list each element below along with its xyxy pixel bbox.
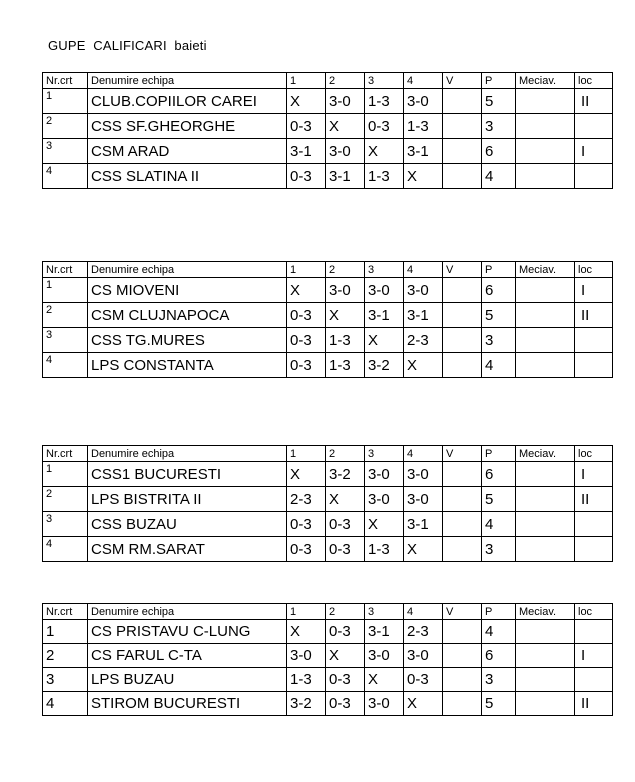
points: 4 [482,164,516,189]
table-row [43,487,613,512]
team-name: CS PRISTAVU C-LUNG [88,620,287,644]
result-3: 3-0 [365,462,404,487]
header-col-3: 3 [365,604,404,620]
result-1: 0-3 [287,537,326,562]
result-3: X [365,512,404,537]
points: 5 [482,692,516,716]
place: II [575,487,613,512]
points: 5 [482,303,516,328]
result-3: 0-3 [365,114,404,139]
result-4: 3-1 [404,303,443,328]
points: 3 [482,668,516,692]
victories [443,353,482,378]
result-1: 3-0 [287,644,326,668]
result-2: 3-0 [326,89,365,114]
table-row [43,644,613,668]
place: I [575,644,613,668]
result-1: 0-3 [287,164,326,189]
result-3: 3-2 [365,353,404,378]
result-4: 3-0 [404,278,443,303]
result-3: 1-3 [365,89,404,114]
result-2: X [326,487,365,512]
victories [443,620,482,644]
team-name: LPS BISTRITA II [88,487,287,512]
team-name: CS FARUL C-TA [88,644,287,668]
result-2: 0-3 [326,512,365,537]
result-4: X [404,692,443,716]
meciav [516,537,575,562]
header-col-1: 1 [287,262,326,278]
header-nr: Nr.crt [43,73,88,89]
header-v: V [443,73,482,89]
result-2: 3-1 [326,164,365,189]
row-nr: 1 [43,620,88,644]
group-table-4 [42,603,613,716]
group-table-1 [42,72,613,189]
table-header-row [43,604,613,620]
header-loc: loc [575,604,613,620]
result-3: 3-0 [365,692,404,716]
table-row [43,692,613,716]
page-title: GUPE CALIFICARI baieti [48,38,207,53]
victories [443,164,482,189]
row-nr: 3 [43,668,88,692]
header-col-1: 1 [287,73,326,89]
header-team: Denumire echipa [88,446,287,462]
points: 6 [482,139,516,164]
place: I [575,278,613,303]
table-row [43,512,613,537]
place [575,164,613,189]
meciav [516,692,575,716]
row-nr: 2 [43,644,88,668]
table-row [43,537,613,562]
result-3: 3-0 [365,487,404,512]
result-2: X [326,303,365,328]
table-row [43,139,613,164]
result-4: 3-0 [404,644,443,668]
victories [443,644,482,668]
group-table-2 [42,261,613,378]
result-4: X [404,537,443,562]
table-row [43,328,613,353]
place: I [575,139,613,164]
place: I [575,462,613,487]
result-4: 3-0 [404,89,443,114]
meciav [516,487,575,512]
table-row [43,89,613,114]
place [575,620,613,644]
team-name: CSS SLATINA II [88,164,287,189]
team-name: CSS TG.MURES [88,328,287,353]
team-name: LPS CONSTANTA [88,353,287,378]
result-4: 3-0 [404,462,443,487]
header-col-2: 2 [326,73,365,89]
victories [443,278,482,303]
header-loc: loc [575,262,613,278]
place [575,114,613,139]
result-4: 3-1 [404,139,443,164]
team-name: CSS1 BUCURESTI [88,462,287,487]
table-row [43,303,613,328]
header-meciav: Meciav. [516,73,575,89]
points: 4 [482,512,516,537]
row-nr: 3 [43,139,88,164]
result-1: 3-2 [287,692,326,716]
place [575,512,613,537]
victories [443,487,482,512]
table-header-row [43,73,613,89]
header-nr: Nr.crt [43,446,88,462]
points: 6 [482,278,516,303]
result-3: 3-0 [365,278,404,303]
header-col-3: 3 [365,73,404,89]
result-1: 0-3 [287,512,326,537]
victories [443,328,482,353]
result-1: 2-3 [287,487,326,512]
victories [443,462,482,487]
header-col-1: 1 [287,446,326,462]
meciav [516,89,575,114]
team-name: CSM ARAD [88,139,287,164]
result-2: X [326,644,365,668]
victories [443,668,482,692]
header-meciav: Meciav. [516,262,575,278]
header-nr: Nr.crt [43,604,88,620]
header-col-2: 2 [326,604,365,620]
team-name: CS MIOVENI [88,278,287,303]
result-4: X [404,353,443,378]
meciav [516,164,575,189]
group-table-3 [42,445,613,562]
row-nr: 4 [43,164,88,189]
result-1: 1-3 [287,668,326,692]
team-name: CSM RM.SARAT [88,537,287,562]
table-row [43,353,613,378]
table-header-row [43,262,613,278]
header-p: P [482,262,516,278]
row-nr: 3 [43,328,88,353]
result-2: 3-0 [326,278,365,303]
header-nr: Nr.crt [43,262,88,278]
result-4: 3-1 [404,512,443,537]
result-3: 1-3 [365,537,404,562]
result-2: 0-3 [326,668,365,692]
result-3: 3-1 [365,303,404,328]
victories [443,692,482,716]
header-v: V [443,604,482,620]
row-nr: 4 [43,692,88,716]
result-4: 3-0 [404,487,443,512]
table-row [43,462,613,487]
points: 6 [482,644,516,668]
result-1: 0-3 [287,328,326,353]
header-p: P [482,73,516,89]
result-1: X [287,89,326,114]
points: 5 [482,89,516,114]
table-row [43,278,613,303]
result-1: X [287,462,326,487]
team-name: LPS BUZAU [88,668,287,692]
row-nr: 1 [43,278,88,303]
row-nr: 2 [43,114,88,139]
team-name: CLUB.COPIILOR CAREI [88,89,287,114]
header-v: V [443,262,482,278]
header-p: P [482,604,516,620]
result-4: 2-3 [404,620,443,644]
place [575,328,613,353]
victories [443,537,482,562]
result-2: 0-3 [326,537,365,562]
result-2: 0-3 [326,692,365,716]
victories [443,114,482,139]
team-name: CSS BUZAU [88,512,287,537]
meciav [516,462,575,487]
header-loc: loc [575,446,613,462]
result-2: 3-2 [326,462,365,487]
meciav [516,303,575,328]
result-3: X [365,668,404,692]
result-1: X [287,278,326,303]
result-2: 3-0 [326,139,365,164]
team-name: CSS SF.GHEORGHE [88,114,287,139]
row-nr: 3 [43,512,88,537]
result-3: 3-1 [365,620,404,644]
meciav [516,328,575,353]
result-3: 3-0 [365,644,404,668]
header-v: V [443,446,482,462]
header-meciav: Meciav. [516,604,575,620]
team-name: STIROM BUCURESTI [88,692,287,716]
result-4: 0-3 [404,668,443,692]
points: 3 [482,328,516,353]
place: II [575,303,613,328]
victories [443,303,482,328]
meciav [516,353,575,378]
team-name: CSM CLUJNAPOCA [88,303,287,328]
meciav [516,114,575,139]
result-3: 1-3 [365,164,404,189]
result-1: 0-3 [287,353,326,378]
result-2: 0-3 [326,620,365,644]
header-team: Denumire echipa [88,73,287,89]
row-nr: 4 [43,537,88,562]
points: 3 [482,114,516,139]
victories [443,139,482,164]
header-col-4: 4 [404,446,443,462]
result-3: X [365,139,404,164]
header-col-3: 3 [365,262,404,278]
header-col-4: 4 [404,73,443,89]
victories [443,89,482,114]
header-col-2: 2 [326,262,365,278]
place: II [575,89,613,114]
table-row [43,668,613,692]
result-2: 1-3 [326,353,365,378]
result-2: 1-3 [326,328,365,353]
header-team: Denumire echipa [88,262,287,278]
place [575,353,613,378]
header-col-3: 3 [365,446,404,462]
place: II [575,692,613,716]
place [575,537,613,562]
row-nr: 4 [43,353,88,378]
table-row [43,620,613,644]
result-1: 0-3 [287,114,326,139]
header-col-4: 4 [404,604,443,620]
points: 6 [482,462,516,487]
result-1: 3-1 [287,139,326,164]
header-col-2: 2 [326,446,365,462]
points: 4 [482,620,516,644]
victories [443,512,482,537]
place [575,668,613,692]
result-4: 2-3 [404,328,443,353]
header-col-4: 4 [404,262,443,278]
table-header-row [43,446,613,462]
meciav [516,644,575,668]
header-team: Denumire echipa [88,604,287,620]
header-loc: loc [575,73,613,89]
result-2: X [326,114,365,139]
table-row [43,114,613,139]
points: 4 [482,353,516,378]
row-nr: 2 [43,487,88,512]
points: 5 [482,487,516,512]
meciav [516,668,575,692]
meciav [516,278,575,303]
row-nr: 2 [43,303,88,328]
header-col-1: 1 [287,604,326,620]
header-meciav: Meciav. [516,446,575,462]
meciav [516,620,575,644]
result-1: 0-3 [287,303,326,328]
result-3: X [365,328,404,353]
row-nr: 1 [43,89,88,114]
result-1: X [287,620,326,644]
meciav [516,139,575,164]
result-4: X [404,164,443,189]
points: 3 [482,537,516,562]
row-nr: 1 [43,462,88,487]
result-4: 1-3 [404,114,443,139]
header-p: P [482,446,516,462]
meciav [516,512,575,537]
table-row [43,164,613,189]
